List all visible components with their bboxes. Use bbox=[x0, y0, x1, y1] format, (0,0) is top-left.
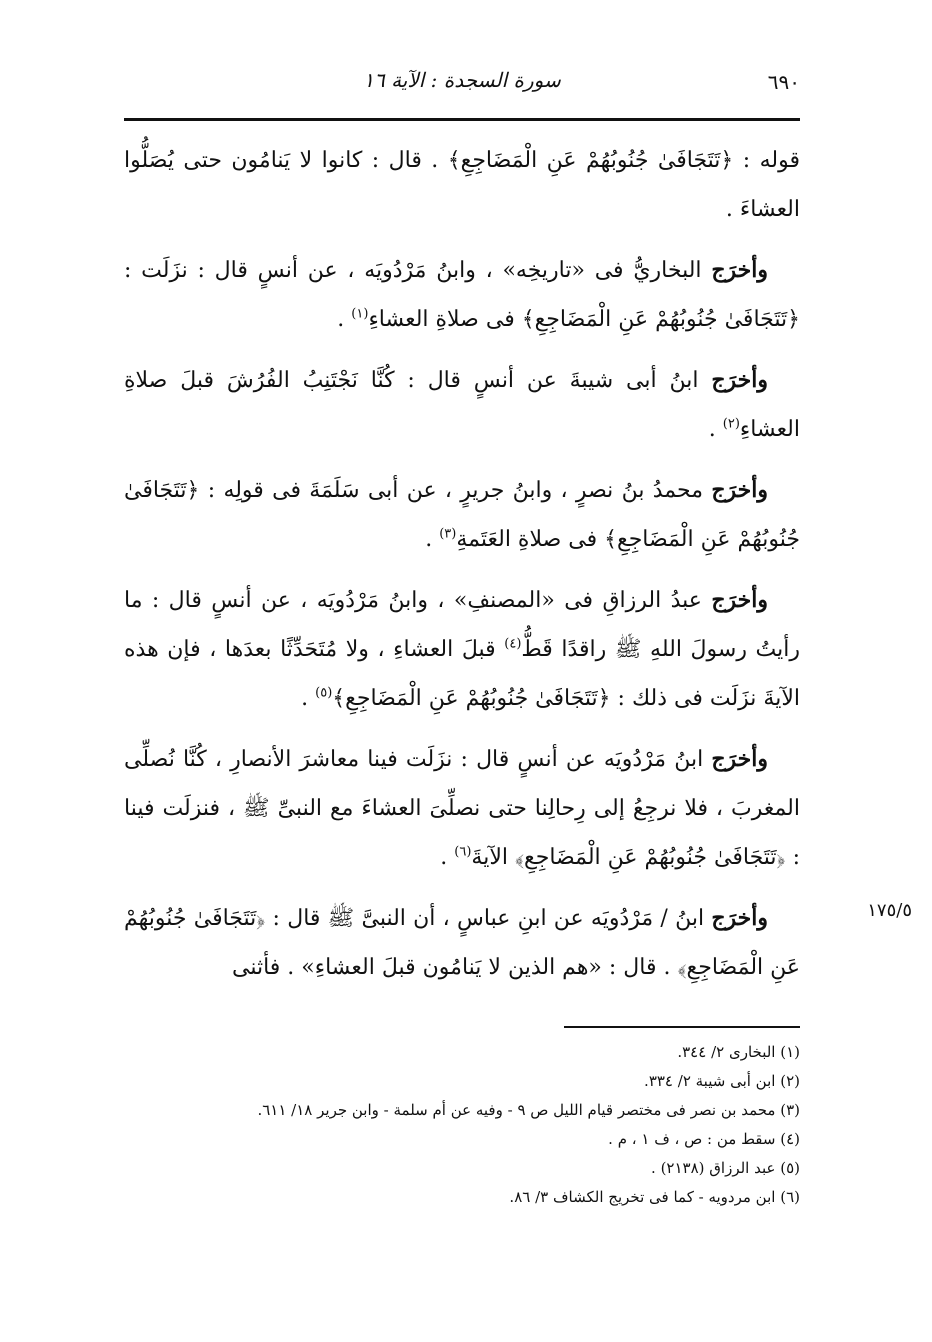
paragraph-tail: . bbox=[337, 307, 352, 332]
paragraph-tail: . bbox=[425, 527, 440, 552]
running-title: سورة السجدة : الآية ١٦ bbox=[363, 68, 561, 92]
footnote-ref: (٥) bbox=[315, 685, 333, 701]
footnote-3: (٣) محمد بن نصر فى مختصر قيام الليل ص ٩ - وفيه عن أم سلمة - وابن جرير ١٨/ ٦١١. bbox=[257, 1101, 800, 1119]
footnote-4: (٤) سقط من : ص ، ف ١ ، م . bbox=[608, 1130, 800, 1148]
paragraph-text: ابنُ أبى شيبةَ عن أنسٍ قال : كُنَّا نَجْتَنِبُ الفُرُشَ قبلَ صلاةِ العشاءِ bbox=[124, 368, 800, 442]
paragraph-lead: وأخرَج bbox=[711, 257, 768, 283]
paragraph-7 bbox=[124, 894, 800, 992]
paragraph-text: ابنُ / مَرْدُويَه عن ابنِ عباسٍ ، أن النبىَّ ﷺ قال : ﴿تَتَجَافَىٰ جُنُوبُهُمْ عَنِ الْمَضَاجِعِ﴾ . قال : «هم الذين لا يَنامُون قبلَ العشاءِ» . فأثنى bbox=[124, 906, 800, 980]
paragraph-5 bbox=[124, 576, 800, 723]
paragraph-lead: وأخرَج bbox=[711, 477, 768, 503]
paragraph-2 bbox=[124, 246, 800, 344]
paragraph-tail: . bbox=[708, 417, 723, 442]
footnote-5: (٥) عبد الرزاق (٢١٣٨) . bbox=[651, 1159, 800, 1177]
paragraph-text: محمدُ بنُ نصرٍ ، وابنُ جريرٍ ، عن أبى سَلَمَةَ فى قولِه : ﴿تَتَجَافَىٰ جُنُوبُهُمْ عَنِ الْمَضَاجِعِ﴾ فى صلاةِ العَتَمةِ bbox=[124, 478, 800, 552]
paragraph-tail: . bbox=[440, 845, 455, 870]
header-rule bbox=[124, 118, 800, 121]
page-number: ٦٩٠ bbox=[767, 70, 800, 94]
footnote-ref: (٤) bbox=[504, 636, 522, 652]
paragraph-text: عبدُ الرزاقِ فى «المصنفِ» ، وابنُ مَرْدُويَه ، عن أنسٍ قال : ما رأيتُ رسولَ اللهِ ﷺ راقدًا قَطُّ bbox=[124, 588, 800, 662]
margin-reference: ١٧٥/٥ bbox=[867, 900, 912, 921]
paragraph-3 bbox=[124, 356, 800, 454]
footnote-ref: (١) bbox=[351, 306, 369, 322]
paragraph-text: ابنُ مَرْدُويَه عن أنسٍ قال : نزَلَت فينا معاشرَ الأنصارِ ، كُنَّا نُصلِّى المغربَ ، فلا نرجِعُ إلى رِحالِنا حتى نصلِّىَ العشاءَ مع النبىِّ ﷺ ، فنزلَت فينا : ﴿تَتَجَافَىٰ جُنُوبُهُمْ عَنِ الْمَضَاجِعِ﴾ الآيةَ bbox=[124, 747, 800, 870]
paragraph-text: البخاريُّ فى «تاريخِه» ، وابنُ مَرْدُويَه ، عن أنسٍ قال : نزَلَت : ﴿تَتَجَافَىٰ جُنُوبُهُمْ عَنِ الْمَضَاجِعِ﴾ فى صلاةِ العشاءِ bbox=[124, 258, 800, 332]
paragraph-4 bbox=[124, 466, 800, 564]
paragraph-tail: قبلَ العشاءِ ، ولا مُتَحَدِّثًا بعدَها ، فإن هذه الآيةَ نزَلَت فى ذلك : ﴿تَتَجَافَىٰ جُنُوبُهُمْ عَنِ الْمَضَاجِعِ﴾ bbox=[124, 637, 800, 711]
paragraph-lead: وأخرَج bbox=[711, 905, 768, 931]
footnote-ref: (٣) bbox=[439, 526, 457, 542]
footnote-ref: (٦) bbox=[454, 844, 472, 860]
paragraph-1 bbox=[124, 136, 800, 234]
footnote-1: (١) البخارى ٢/ ٣٤٤. bbox=[677, 1043, 800, 1061]
paragraph-lead: وأخرَج bbox=[711, 367, 768, 393]
page-header bbox=[124, 62, 800, 102]
footnote-2: (٢) ابن أبى شيبة ٢/ ٣٣٤. bbox=[644, 1072, 800, 1090]
paragraph-lead: وأخرَج bbox=[711, 587, 768, 613]
footnote-6: (٦) ابن مردويه - كما فى تخريج الكشاف ٣/ ٨٦. bbox=[509, 1188, 800, 1206]
footnote-rule bbox=[564, 1026, 800, 1028]
paragraph-text: قوله : ﴿تَتَجَافَىٰ جُنُوبُهُمْ عَنِ الْمَضَاجِعِ﴾ . قال : كانوا لا يَنامُون حتى يُصَلُّوا العشاءَ . bbox=[124, 148, 800, 222]
footnote-ref: (٢) bbox=[722, 416, 740, 432]
paragraph-lead: وأخرَج bbox=[711, 746, 768, 772]
footnotes bbox=[124, 1038, 800, 1212]
paragraph-6 bbox=[124, 735, 800, 882]
paragraph-tail: . bbox=[301, 686, 316, 711]
main-text bbox=[124, 136, 800, 1006]
